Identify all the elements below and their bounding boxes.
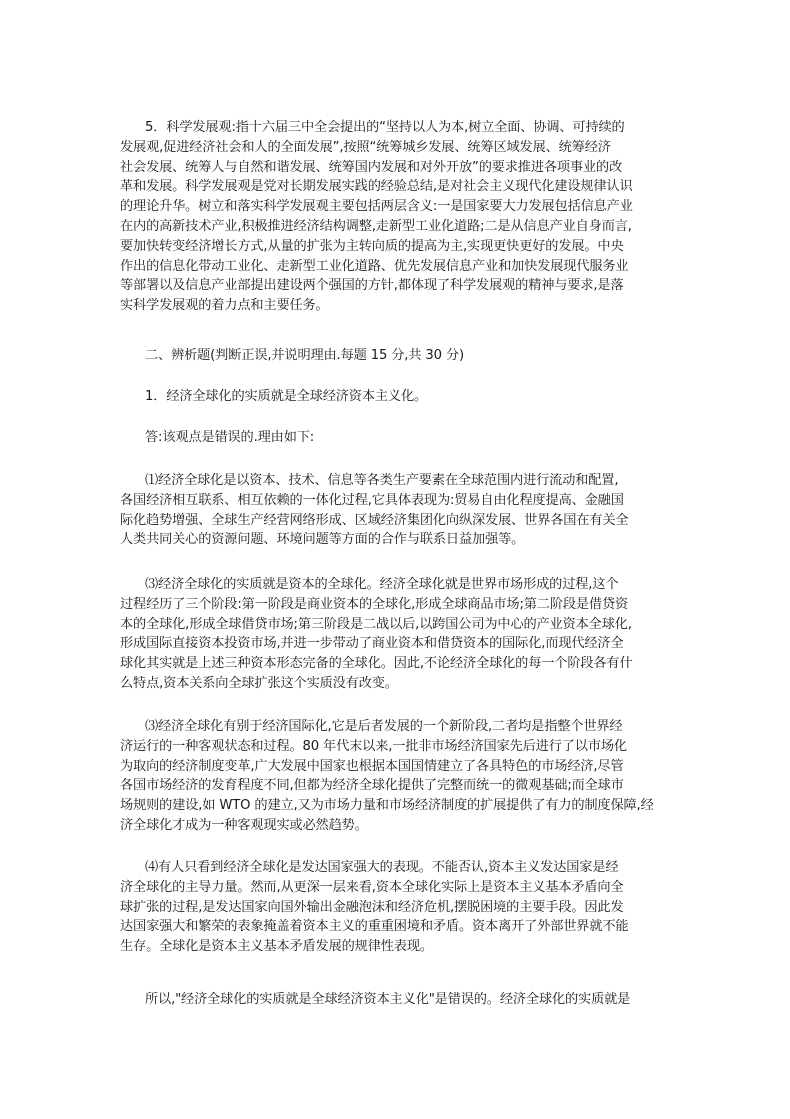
text-line: ⑶经济全球化有别于经济国际化,它是后者发展的一个新阶段,二者均是指整个世界经 <box>145 719 623 734</box>
question-text: 1．经济全球化的实质就是全球经济资本主义化。 <box>145 389 428 404</box>
text-line: 5．科学发展观:指十六届三中全会提出的“坚持以人为本,树立全面、协调、可持续的 <box>145 120 625 135</box>
text-line: 形成国际直接资本投资市场,并进一步带动了商业资本和借贷资本的国际化,而现代经济全 <box>120 636 624 652</box>
text-line: ⑶经济全球化的实质就是资本的全球化。经济全球化就是世界市场形成的过程,这个 <box>145 577 619 592</box>
text-line: 生存。全球化是资本主义基本矛盾发展的规律性表现。 <box>120 939 433 955</box>
text-line: 过程经历了三个阶段:第一阶段是商业资本的全球化,形成全球商品市场;第二阶段是借贷资 <box>120 596 629 612</box>
paragraph-5-scientific-development <box>120 118 690 316</box>
answer-intro <box>120 428 690 448</box>
answer-point-2 <box>120 575 690 694</box>
text-line: 革和发展。科学发展观是党对长期发展实践的经验总结,是对社会主义现代化建设规律认识 <box>120 179 633 195</box>
text-line: 的理论升华。树立和落实科学发展观主要包括两层含义:一是国家要大力发展包括信息产业 <box>120 199 633 215</box>
text-line: 本的全球化,形成全球借贷市场;第三阶段是二战以后,以跨国公司为中心的产业资本全球化, <box>120 616 632 632</box>
answer-point-1 <box>120 471 690 550</box>
text-line: ⑴经济全球化是以资本、技术、信息等各类生产要素在全球范围内进行流动和配置, <box>145 473 619 488</box>
text-line: 为取向的经济制度变革,广大发展中国家也根据本国国情建立了各具特色的市场经济,尽管 <box>120 758 624 774</box>
text-line: 么特点,资本关系向全球扩张这个实质没有改变。 <box>120 675 398 691</box>
text-line: 发展观,促进经济社会和人的全面发展”,按照“统筹城乡发展、统筹区域发展、统筹经济 <box>120 139 611 155</box>
text-line: 球化其实就是上述三种资本形态完备的全球化。因此,不论经济全球化的每一个阶段各有什 <box>120 656 633 672</box>
answer-point-4 <box>120 858 690 957</box>
text-line: 济全球化的主导力量。然而,从更深一层来看,资本全球化实际上是资本主义基本矛盾向全 <box>120 879 624 895</box>
text-line: 等部署以及信息产业部提出建设两个强国的方针,都体现了科学发展观的精神与要求,是落 <box>120 278 624 294</box>
text-line: 各国市场经济的发育程度不同,但都为经济全球化提供了完整而统一的微观基础;而全球市 <box>120 778 624 794</box>
text-line: 球扩张的过程,是发达国家向国外输出金融泡沫和经济危机,摆脱困境的主要手段。因此发 <box>120 899 624 915</box>
text-line: ⑷有人只看到经济全球化是发达国家强大的表现。不能否认,资本主义发达国家是经 <box>145 860 619 875</box>
section-heading <box>120 346 690 366</box>
text-line: 际化趋势增强、全球生产经营网络形成、区域经济集团化向纵深发展、世界各国在有关全 <box>120 512 629 528</box>
text-line: 实科学发展观的着力点和主要任务。 <box>120 298 329 314</box>
text-line: 所以,"经济全球化的实质就是全球经济资本主义化"是错误的。经济全球化的实质就是 <box>145 992 631 1007</box>
text-line: 要加快转变经济增长方式,从量的扩张为主转向质的提高为主,实现更快更好的发展。中央 <box>120 238 624 254</box>
text-line: 济全球化才成为一种客观现实或必然趋势。 <box>120 817 368 833</box>
text-line: 社会发展、统筹人与自然和谐发展、统筹国内发展和对外开放”的要求推进各项事业的改 <box>120 159 623 175</box>
answer-text: 答:该观点是错误的.理由如下: <box>145 430 315 445</box>
text-line: 各国经济相互联系、相互依赖的一体化过程,它具体表现为:贸易自由化程度提高、金融国 <box>120 492 624 508</box>
text-line: 在内的高新技术产业,积极推进经济结构调整,走新型工业化道路;二是从信息产业自身而言, <box>120 218 632 234</box>
text-line: 达国家强大和繁荣的表象掩盖着资本主义的重重困境和矛盾。资本离开了外部世界就不能 <box>120 919 629 935</box>
question-1 <box>120 387 690 407</box>
text-line: 人类共同关心的资源问题、环境问题等方面的合作与联系日益加强等。 <box>120 532 525 548</box>
text-line: 场规则的建设,如 WTO 的建立,又为市场力量和市场经济制度的扩展提供了有力的制度保障,经 <box>120 798 654 814</box>
text-line: 济运行的一种客观状态和过程。80 年代末以来,一批非市场经济国家先后进行了以市场化 <box>120 738 627 754</box>
answer-point-3 <box>120 717 690 836</box>
section-title: 二、辨析题(判断正误,并说明理由.每题 15 分,共 30 分) <box>145 348 464 363</box>
text-line: 作出的信息化带动工业化、走新型工业化道路、优先发展信息产业和加快发展现代服务业 <box>120 258 629 274</box>
conclusion <box>120 990 690 1010</box>
